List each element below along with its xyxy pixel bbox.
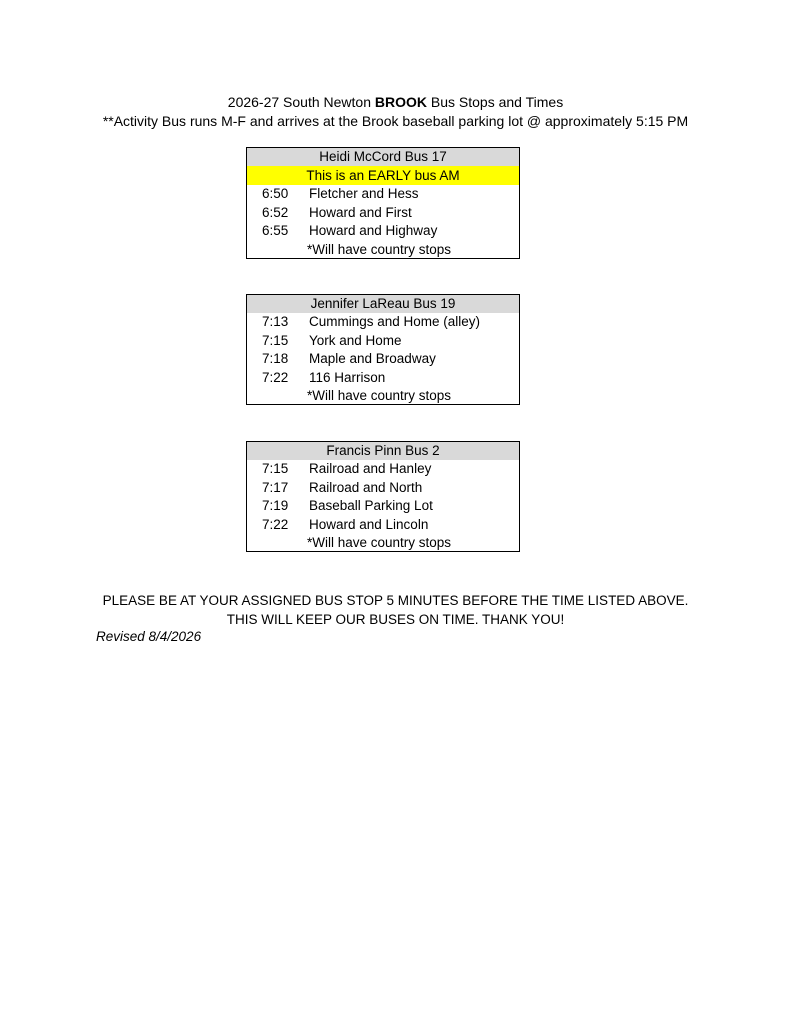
bus-table-jennifer-lareau xyxy=(246,294,520,405)
country-stops-note: *Will have country stops xyxy=(307,241,452,257)
revised-date: Revised 8/4/2026 xyxy=(96,629,202,644)
country-stops-note-row xyxy=(247,241,519,258)
country-stops-note: *Will have country stops xyxy=(307,388,452,403)
title-school: BROOK xyxy=(374,94,428,110)
bus-header: Francis Pinn Bus 2 xyxy=(247,442,519,460)
stop-place: 116 Harrison xyxy=(309,369,386,385)
stop-row xyxy=(247,479,519,498)
stop-row xyxy=(247,185,519,204)
stop-time: 7:15 xyxy=(262,461,289,476)
stop-row xyxy=(247,497,519,516)
stop-row xyxy=(247,222,519,241)
reminder-line-1: PLEASE BE AT YOUR ASSIGNED BUS STOP 5 MINUTES BEFORE THE TIME LISTED ABOVE. xyxy=(102,593,689,608)
stop-time: 7:19 xyxy=(262,498,289,513)
bus-header: Heidi McCord Bus 17 xyxy=(247,148,519,166)
bus-table-francis-pinn xyxy=(246,441,520,552)
stop-row xyxy=(247,350,519,369)
stop-time: 7:15 xyxy=(262,332,289,348)
country-stops-note-row xyxy=(247,387,519,404)
stop-place: Cummings and Home (alley) xyxy=(309,314,481,329)
stop-row xyxy=(247,332,519,351)
stop-place: Railroad and Hanley xyxy=(309,461,432,476)
stop-place: Baseball Parking Lot xyxy=(309,498,433,513)
stop-row xyxy=(247,204,519,223)
country-stops-note: *Will have country stops xyxy=(307,535,452,550)
country-stops-note-row xyxy=(247,534,519,551)
stop-time: 7:13 xyxy=(262,314,289,329)
stop-time: 6:52 xyxy=(262,204,289,220)
stop-row xyxy=(247,460,519,479)
stop-time: 6:50 xyxy=(262,186,289,201)
stop-place: Howard and Lincoln xyxy=(309,516,429,532)
stop-place: Fletcher and Hess xyxy=(309,186,419,201)
title-suffix: Bus Stops and Times xyxy=(427,94,564,110)
title-prefix: 2026-27 South Newton xyxy=(227,94,375,110)
stop-row xyxy=(247,516,519,535)
stop-place: Maple and Broadway xyxy=(309,351,436,366)
stop-time: 7:22 xyxy=(262,369,289,385)
bus-table-heidi-mccord xyxy=(246,147,520,259)
stop-place: Howard and First xyxy=(309,204,412,220)
reminder-line-2: THIS WILL KEEP OUR BUSES ON TIME. THANK YOU! xyxy=(226,612,565,627)
stop-time: 6:55 xyxy=(262,223,289,238)
stop-place: Howard and Highway xyxy=(309,223,438,238)
early-bus-banner: This is an EARLY bus AM xyxy=(247,166,519,185)
stop-row xyxy=(247,313,519,332)
activity-bus-note: **Activity Bus runs M-F and arrives at the Brook baseball parking lot @ approximately 5:15 PM xyxy=(102,113,689,129)
stop-place: Railroad and North xyxy=(309,479,423,495)
stop-row xyxy=(247,369,519,388)
stop-time: 7:17 xyxy=(262,479,289,495)
bus-header: Jennifer LaReau Bus 19 xyxy=(247,295,519,313)
page-title xyxy=(0,93,791,111)
stop-time: 7:22 xyxy=(262,516,289,532)
stop-place: York and Home xyxy=(309,332,402,348)
stop-time: 7:18 xyxy=(262,351,289,366)
